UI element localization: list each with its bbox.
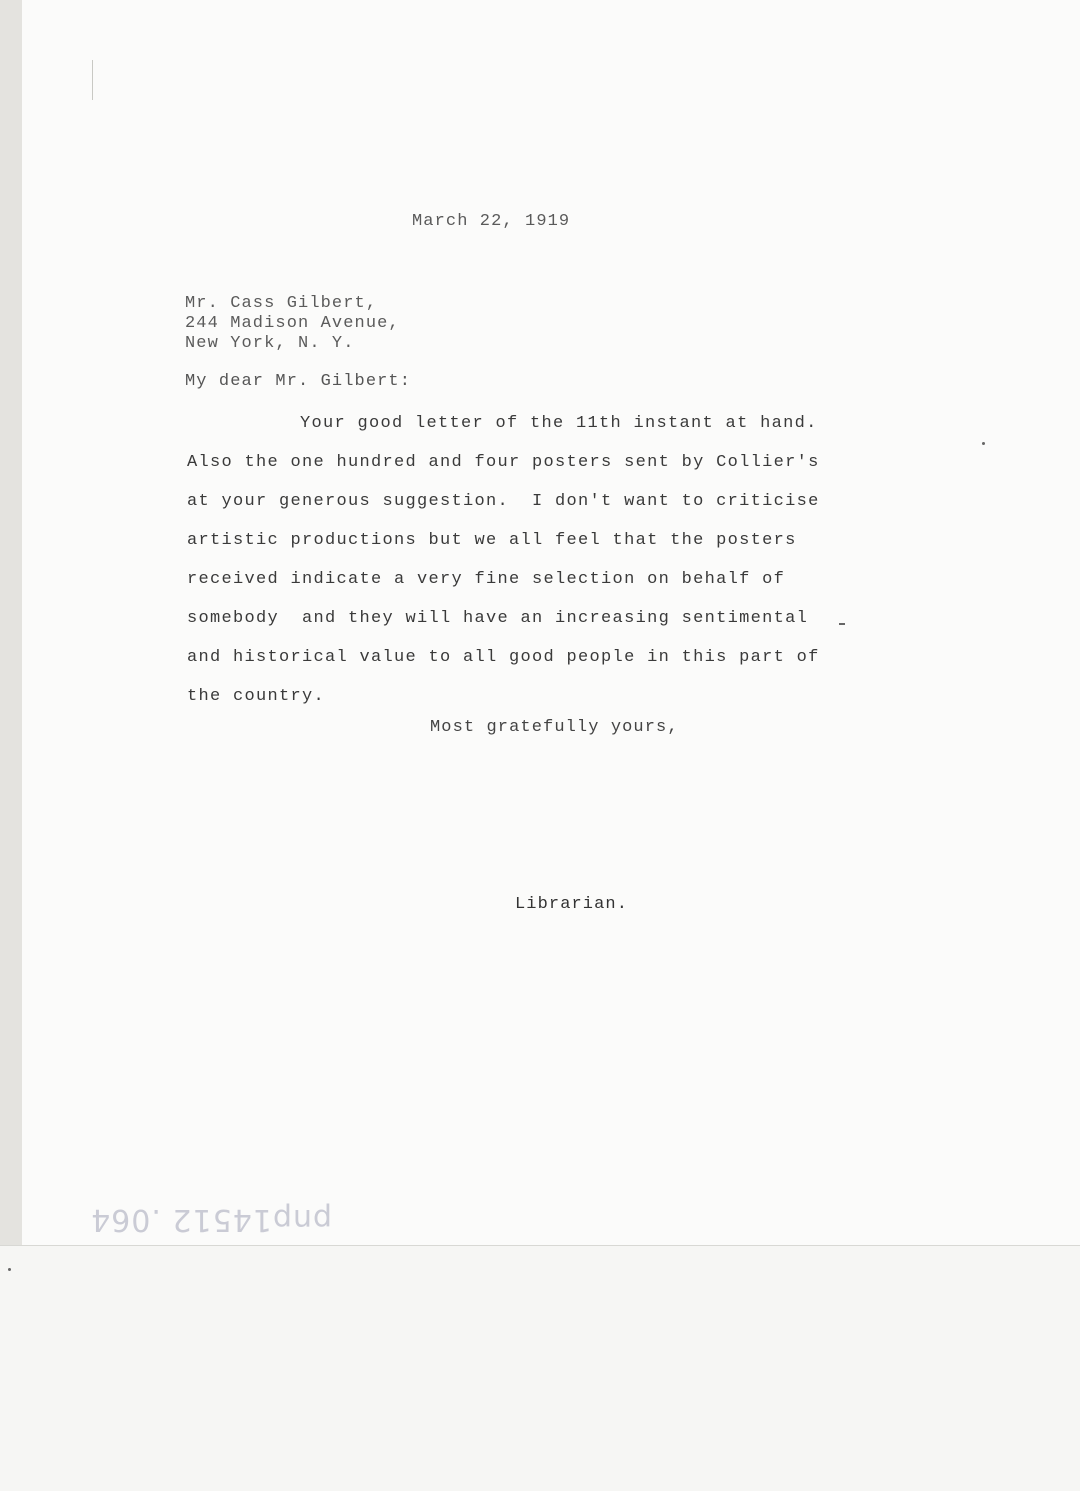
- page-edge: [0, 0, 22, 1245]
- stray-mark: [839, 623, 845, 625]
- letter-date: March 22, 1919: [412, 212, 571, 231]
- body-line: the country.: [187, 687, 326, 706]
- backing-sheet: [0, 1245, 1080, 1491]
- body-line: Your good letter of the 11th instant at hand.: [300, 414, 818, 433]
- paper-speck: [8, 1268, 11, 1271]
- body-line: and historical value to all good people in this part of: [187, 648, 820, 667]
- salutation: My dear Mr. Gilbert:: [185, 372, 412, 391]
- body-line: artistic productions but we all feel that the posters: [187, 531, 797, 550]
- body-line: at your generous suggestion. I don't want to criticise: [187, 492, 820, 511]
- recipient-street: 244 Madison Avenue,: [185, 314, 400, 333]
- recipient-city: New York, N. Y.: [185, 334, 355, 353]
- paper-speck: [982, 442, 985, 445]
- recipient-name: Mr. Cass Gilbert,: [185, 294, 378, 313]
- letter-closing: Most gratefully yours,: [430, 718, 679, 737]
- paper-tear-mark: [92, 60, 103, 100]
- body-line: Also the one hundred and four posters sent by Collier's: [187, 453, 820, 472]
- body-line: received indicate a very fine selection on behalf of: [187, 570, 786, 589]
- catalog-number-stamp: pnp14512 .064: [90, 1202, 332, 1237]
- signature-title: Librarian.: [515, 895, 629, 914]
- body-line: somebody and they will have an increasing sentimental: [187, 609, 809, 628]
